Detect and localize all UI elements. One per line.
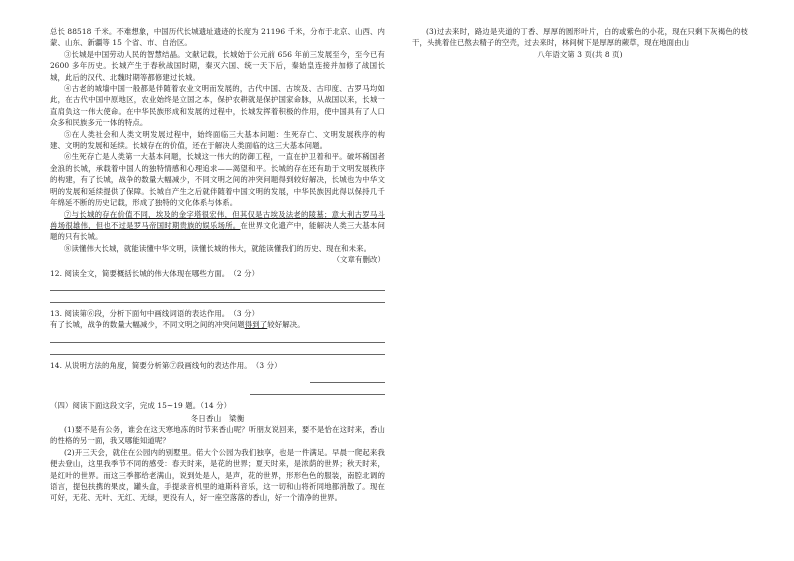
question-12: 12. 阅读全文，简要概括长城的伟大体现在哪些方面。 （2 分） [50, 268, 260, 278]
answer-line[interactable] [50, 290, 385, 291]
question-13-sentence-head: 有了长城，战争的数量大幅减少，不同文明之间的冲突问题 [50, 320, 245, 330]
left-column [50, 26, 385, 504]
question-13-sentence [50, 319, 385, 330]
question-13: 13. 阅读第⑥段，分析下面句中画线词语的表达作用。 （3 分） [50, 308, 260, 318]
underlined-word: 得到了 [244, 320, 268, 330]
essay-paragraph-3: (3)过去来时，路边是夹道的丁香、厚厚的圆形叶片，白的或紫色的小花，现在只剩下灰褐色的枝干，头挑着住已熬去精子的空壳，过去来时，林间树下是厚厚的蕨草，现在地面由山 [412, 27, 748, 48]
section-4-heading: （四）阅读下面这段文字，完成 15~19 题。（14 分） [50, 401, 232, 411]
essay-paragraph-2: (2)开三天会，就住在公园内的别墅里。偌大个公园为我们独享，也是一件满足。早晨一爬起来我便去登山，这里我季节不同的感受：春天时来，是花的世界；夏天时来，是浓荫的世界；秋天时来，是红叶的世界。而这三季都给老满山，说到处是人，是声，花的世界，形形色色的服装，南腔北调的语言，提包扶携的果皮，罐头盒，手提录音机里的迪斯科音乐，这一切和山将祈同地都消散了。现在可好，无花、无叶、无红、无绿，更没有人，好一座空落落的香山，好一个清净的世界。 [50, 447, 385, 503]
essay-title: 冬日香山 梁衡 [190, 413, 245, 423]
question-14: 14. 从说明方法的角度，简要分析第⑦段画线句的表达作用。 （3 分） [50, 360, 282, 370]
answer-line[interactable] [50, 342, 385, 343]
paragraph-7-tail: 在世界文化遗产中，能解决人类三大基本问题的只有长城。 [50, 220, 385, 242]
answer-line[interactable] [310, 382, 385, 383]
page-footer: 八年语文第 3 页(共 8 页) [537, 49, 623, 59]
source-note: （文章有删改） [332, 255, 385, 265]
paragraph-4: ④古老的城墙中国一般都是伴随着农业文明而发展的，古代中国、古埃及、古印度、古罗马均如此，在古代中国中原地区，农业始终是立国之本，保护农耕就是保护国家命脉，从战国以来，长城一直肩负这一伟大使命。在中华民族形成和发展的过程中，长城发挥着积极的作用，使中国具有了人口众多和民族多元一体的特点。 [50, 84, 385, 128]
underlined-sentence: ⑦与长城的存在价值不同，埃及的金字塔很宏伟，但其仅是古埃及法老的陵墓；意大利古罗马斗兽场很雄伟，但也不过是罗马帝国时期贵族的娱乐场所。 [50, 209, 385, 230]
question-13-sentence-tail: 较好解决。 [267, 320, 305, 330]
essay-paragraph-1: (1)要不是有公务，谁会在这天寒地冻的时节来香山呢？听朋友说回来，要不是恰在这时来，香山的性格的另一面，我又哪能知道呢？ [50, 424, 385, 446]
paragraph-8: ⑧读懂伟大长城，就能读懂中华文明，读懂长城的伟大，就能读懂我们的历史、现在和未来。 [64, 243, 372, 253]
right-column [412, 26, 748, 60]
paragraph-3: ③长城是中国劳动人民的智慧结晶。文献记载，长城始于公元前 656 年前三发展至今，至今已有 2600 多年历史。长城产生于春秋战国时期，秦灭六国、统一天下后，秦始皇连接并加修了战国长城，此后的汉代、北魏时期等都修建过长城。 [50, 49, 385, 82]
paragraph-1: 总长 88518 千米。不难想象，中国历代长城遗址遗迹的长度为 21196 千米，分布于北京、山西、内蒙、山东、新疆等 15 个省、市、自治区。 [50, 27, 385, 48]
paragraph-7 [50, 209, 385, 243]
paragraph-5: ⑤在人类社会和人类文明发展过程中，始终面临三大基本问题：生死存亡、文明发展秩序的构建、文明的发展和延续。长城存在的价值，还在于解决人类面临的这三大基本问题。 [50, 129, 385, 151]
paragraph-6: ⑥生死存亡是人类第一大基本问题，长城这一伟大的防御工程，一直在护卫着和平。破坏稀国者金浪的长城，承载着中国人的独特情感和心理追求——渴望和平。长城的存在还有助于文明发展秩序的构建，有了长城，战争的数量大幅减少，不同文明之间的冲突问题得到较好解决，长城也为中华文明的发展和延续提供了保障。长城自产生之后就伴随着中国文明的发展，中华民族因此得以保持几千年绵延不断的历史记载，形成了独特的文化体系与体系。 [50, 152, 385, 208]
